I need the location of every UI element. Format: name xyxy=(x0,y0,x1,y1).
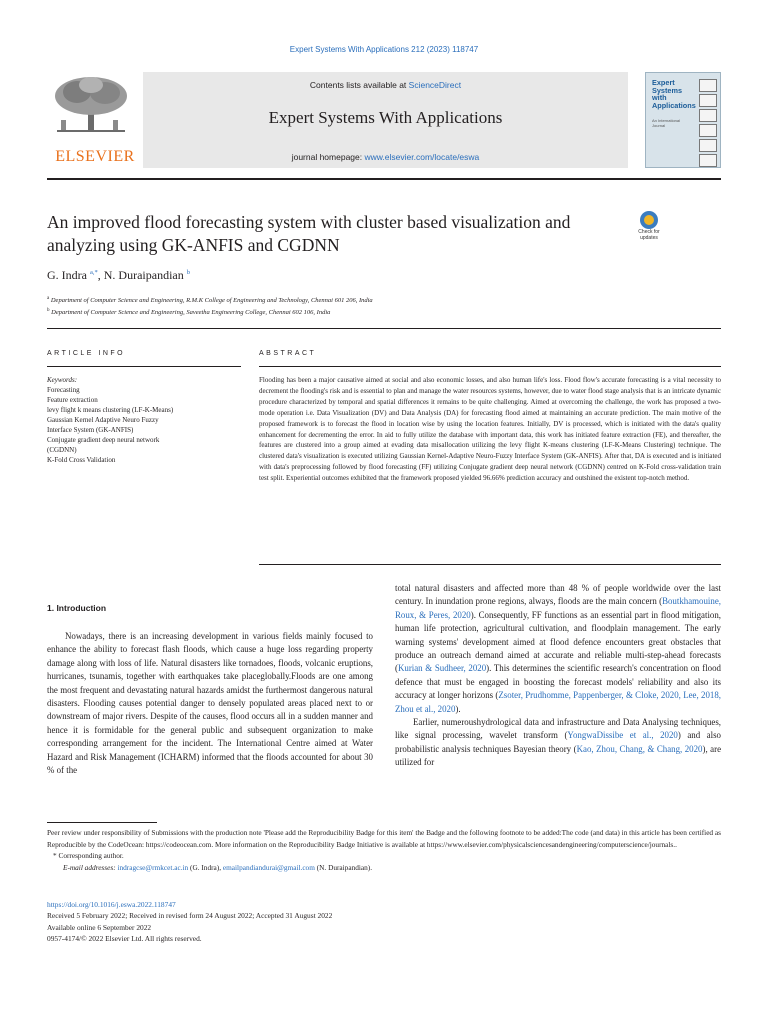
article-info-divider xyxy=(47,366,241,367)
cover-title-line: Applications xyxy=(652,100,696,110)
affiliation xyxy=(47,296,373,304)
body-text-run: ). xyxy=(455,703,461,714)
affiliation-mark: b xyxy=(47,308,50,313)
contents-prefix: Contents lists available at xyxy=(309,80,409,90)
elsevier-tree-icon xyxy=(51,76,131,134)
homepage-line xyxy=(143,152,628,162)
received-dates: Received 5 February 2022; Received in revised form 24 August 2022; Accepted 31 August 2022 xyxy=(47,911,333,921)
author-separator: , xyxy=(97,268,104,282)
homepage-link[interactable]: www.elsevier.com/locate/eswa xyxy=(364,152,480,162)
keyword: Gaussian Kernel Adaptive Neuro Fuzzy xyxy=(47,416,159,424)
cover-image-strip xyxy=(699,79,717,163)
copyright-line: 0957-4174/© 2022 Elsevier Ltd. All rights reserved. xyxy=(47,933,202,943)
body-text-run: ) and also probabilistic analysis techniques Bayesian theory ( xyxy=(395,730,721,754)
author-affiliation-marks[interactable]: b xyxy=(186,269,190,276)
peer-review-note: Peer review under responsibility of Submissions with the production note 'Please add the Reproducibility Badge for this item' the Badge and the following footnote to be added:The code (and data) in this article has been certified as Reproducible by the CodeOcean: https://codeocean.com. More information on the Reproducibility Badge Initiative is available at https://www.elsevier.com/physicalsciencesandengineering/computerscience/journals.. xyxy=(47,828,721,849)
reference-link[interactable]: Kurian & Sudheer, 2020 xyxy=(397,663,487,674)
doi-link[interactable]: https://doi.org/10.1016/j.eswa.2022.118747 xyxy=(47,900,176,909)
abstract-divider xyxy=(259,366,721,367)
author-name[interactable]: N. Duraipandian xyxy=(103,268,184,282)
check-for-updates-badge[interactable] xyxy=(632,211,666,245)
elsevier-logo[interactable] xyxy=(47,72,143,168)
email-owner: (N. Duraipandian). xyxy=(314,862,373,872)
keyword: levy flight k means clustering (LF-K-Means) xyxy=(47,406,174,414)
body-paragraph: Nowadays, there is an increasing development in various fields mainly focused to enhance the ability to forecast flash floods, which cause a huge loss regarding property damage along with loss of life. Natural disasters like tornadoes, floods, volcanic eruptions, hurricanes, tsunamis, together with earthquakes take placeglobally.Floods are one among the most frequent and devastating natural hazards amidst the furthermost dangerous natural disasters. Flooding causes potential danger to densely populated areas placed next to or downstream of major rivers. Despite of the causes, flood occurs all in a sudden manner and hence it is formidable for the general public and subsequent organization to make corresponding arrangement for the incident. The International Centre aimed at Water Hazard and Risk Management (ICHARM) informed that the floods accounted for about 30 % of the xyxy=(47,631,373,776)
body-column-left xyxy=(47,630,373,777)
available-online-date: Available online 6 September 2022 xyxy=(47,922,152,932)
section-divider xyxy=(47,328,721,329)
check-updates-icon xyxy=(640,211,658,229)
cover-figure-thumbnail xyxy=(699,139,717,152)
footnote-divider xyxy=(47,822,157,823)
affiliation-text: Department of Computer Science and Engineering, R.M.K College of Engineering and Technology, Chennai 601 206, India xyxy=(50,297,373,305)
cover-figure-thumbnail xyxy=(699,79,717,92)
sciencedirect-link[interactable]: ScienceDirect xyxy=(408,80,462,90)
affiliation-text: Department of Computer Science and Engineering, Saveetha Engineering College, Chennai 602 106, India xyxy=(51,309,331,317)
check-updates-line: Check for xyxy=(638,229,660,235)
cover-figure-thumbnail xyxy=(699,124,717,137)
abstract-text: Flooding has been a major causative aimed at social and also economic losses, and also human life's loss. Flood flow's accurate forecasting is a vital necessity to decrement the flooding's risk and is essential to plan and manage the water resources systems, however, due to water flood stage analysis that is an intricate dynamic procedure characterized by temporal and spatial differences it remains to be quite challenging. Aimed at overcoming the challenge, the work has proposed a two-mode operation i.e. Data Visualization (DV) and Data Analysis (DA) for forecasting flood aimed at maintaining an accurate prediction. The main motive of the proposed framework is to forecast the flood in location wise by using the location features. Initially, DV is processed, which is initiated with the data's quality enhancement for decrementing the error. In aid to fully utilize the database with important data, this work has initiated feature extraction (FE), and thereafter, the features are clustered into a group aimed at evading data misallocation utilizing the levy flight K-means clustering (LF-K-Means Clustering) technique. The clustered data's visualization is executed utilizing Gaussian Kernel-Adaptive Neuro-Fuzzy Interface System (GK-ANFIS). After that, DA is executed and is initiated with data's preprocessing followed by flood forecasting (FF) utilizing Conjugate gradient deep neural network (CGDNN) centred on K-Fold cross-validation train test split. Experiential outcomes exhibited that the framework proposed yielded 96.66% prediction accuracy and outshined the existent top-notch method. xyxy=(259,376,721,483)
cover-figure-thumbnail xyxy=(699,94,717,107)
article-title: An improved flood forecasting system with cluster based visualization and analyzing using GK-ANFIS and CGDNN xyxy=(47,212,571,255)
affiliation xyxy=(47,308,330,316)
body-column-right xyxy=(395,582,721,770)
body-text-run: Earlier, numeroushydrological data and infrastructure and Data Analysing techniques, like signal processing, wavelet transform ( xyxy=(395,717,721,741)
cover-subtitle: An International Journal xyxy=(652,118,681,128)
cover-title-line: Systems xyxy=(652,85,683,95)
cover-title-line: Expert xyxy=(652,78,675,87)
check-updates-label xyxy=(632,230,666,241)
check-updates-line: updates xyxy=(640,234,658,241)
footnotes xyxy=(47,827,721,873)
journal-citation[interactable]: Expert Systems With Applications 212 (2023) 118747 xyxy=(289,45,479,54)
body-text-run: ), are utilized for xyxy=(395,743,722,768)
abstract-bottom-divider xyxy=(259,564,721,565)
author-name[interactable]: G. Indra xyxy=(47,268,87,282)
publication-info xyxy=(47,899,721,944)
email-owner: (G. Indra), xyxy=(188,862,223,872)
journal-banner xyxy=(143,72,628,168)
email-link[interactable]: emailpandiandurai@gmail.com xyxy=(222,862,315,872)
keyword: (CGDNN) xyxy=(47,446,77,454)
header-divider xyxy=(47,178,721,180)
email-link[interactable]: indragcse@rmkcet.ac.in xyxy=(117,862,189,872)
contents-line xyxy=(143,80,628,90)
body-text-run: ). This determines the scientific research's concentration on flood defence that must be engaged in boosting the forecast models' reliability and also its accuracy at longer horizons ( xyxy=(395,663,721,701)
keyword: K-Fold Cross Validation xyxy=(47,456,116,464)
email-addresses xyxy=(47,862,721,874)
email-label: E-mail addresses: xyxy=(63,862,116,872)
keyword: Forecasting xyxy=(47,386,80,394)
body-text-run: ). Consequently, FF functions as an essential part in flood mitigation, human life protection, agricultural cultivation, and floodplain management. The early warning systems' development aimed at flood defence encounters great obstacles that produce an outreach demand aimed at accurate and reliable multi-step-ahead forecasts ( xyxy=(395,609,721,674)
reference-link[interactable]: Kao, Zhou, Chang, & Chang, 2020 xyxy=(576,743,703,754)
keywords-label: Keywords: xyxy=(47,376,78,384)
abstract-heading: ABSTRACT xyxy=(259,350,317,357)
journal-name: Expert Systems With Applications xyxy=(268,108,503,127)
keywords-block xyxy=(47,375,241,465)
reference-link[interactable]: Zsoter, Prudhomme, Pappenberger, & Cloke, 2020, Lee, 2018, Zhou et al., 2020 xyxy=(395,690,721,714)
publisher-name: ELSEVIER xyxy=(55,148,135,165)
body-text-run: total natural disasters and affected more than 48 % of people worldwide over the last century. In inundation prone regions, always, floods are the main concern ( xyxy=(395,583,721,607)
affiliation-mark: a xyxy=(47,296,50,301)
body-paragraph xyxy=(395,716,721,770)
cover-figure-thumbnail xyxy=(699,154,717,167)
journal-header xyxy=(47,72,628,168)
keyword: Interface System (GK-ANFIS) xyxy=(47,426,134,434)
introduction-heading: 1. Introduction xyxy=(47,603,107,613)
reference-link[interactable]: YongwaDissibe et al., 2020 xyxy=(567,730,678,741)
cover-figure-thumbnail xyxy=(699,109,717,122)
journal-cover-thumbnail[interactable] xyxy=(645,72,721,168)
cover-title-line: with xyxy=(652,93,667,102)
author-affiliation-marks[interactable]: a,* xyxy=(89,269,98,276)
homepage-prefix: journal homepage: xyxy=(291,152,365,162)
author-list xyxy=(47,268,190,283)
cover-title xyxy=(652,79,702,109)
article-info-heading: ARTICLE INFO xyxy=(47,350,126,357)
corresponding-author-note: * Corresponding author. xyxy=(53,851,124,860)
keyword: Conjugate gradient deep neural network xyxy=(47,436,160,444)
keyword: Feature extraction xyxy=(47,396,98,404)
body-paragraph xyxy=(395,582,721,716)
reference-link[interactable]: Boutkhamouine, Roux, & Peres, 2020 xyxy=(395,596,721,620)
